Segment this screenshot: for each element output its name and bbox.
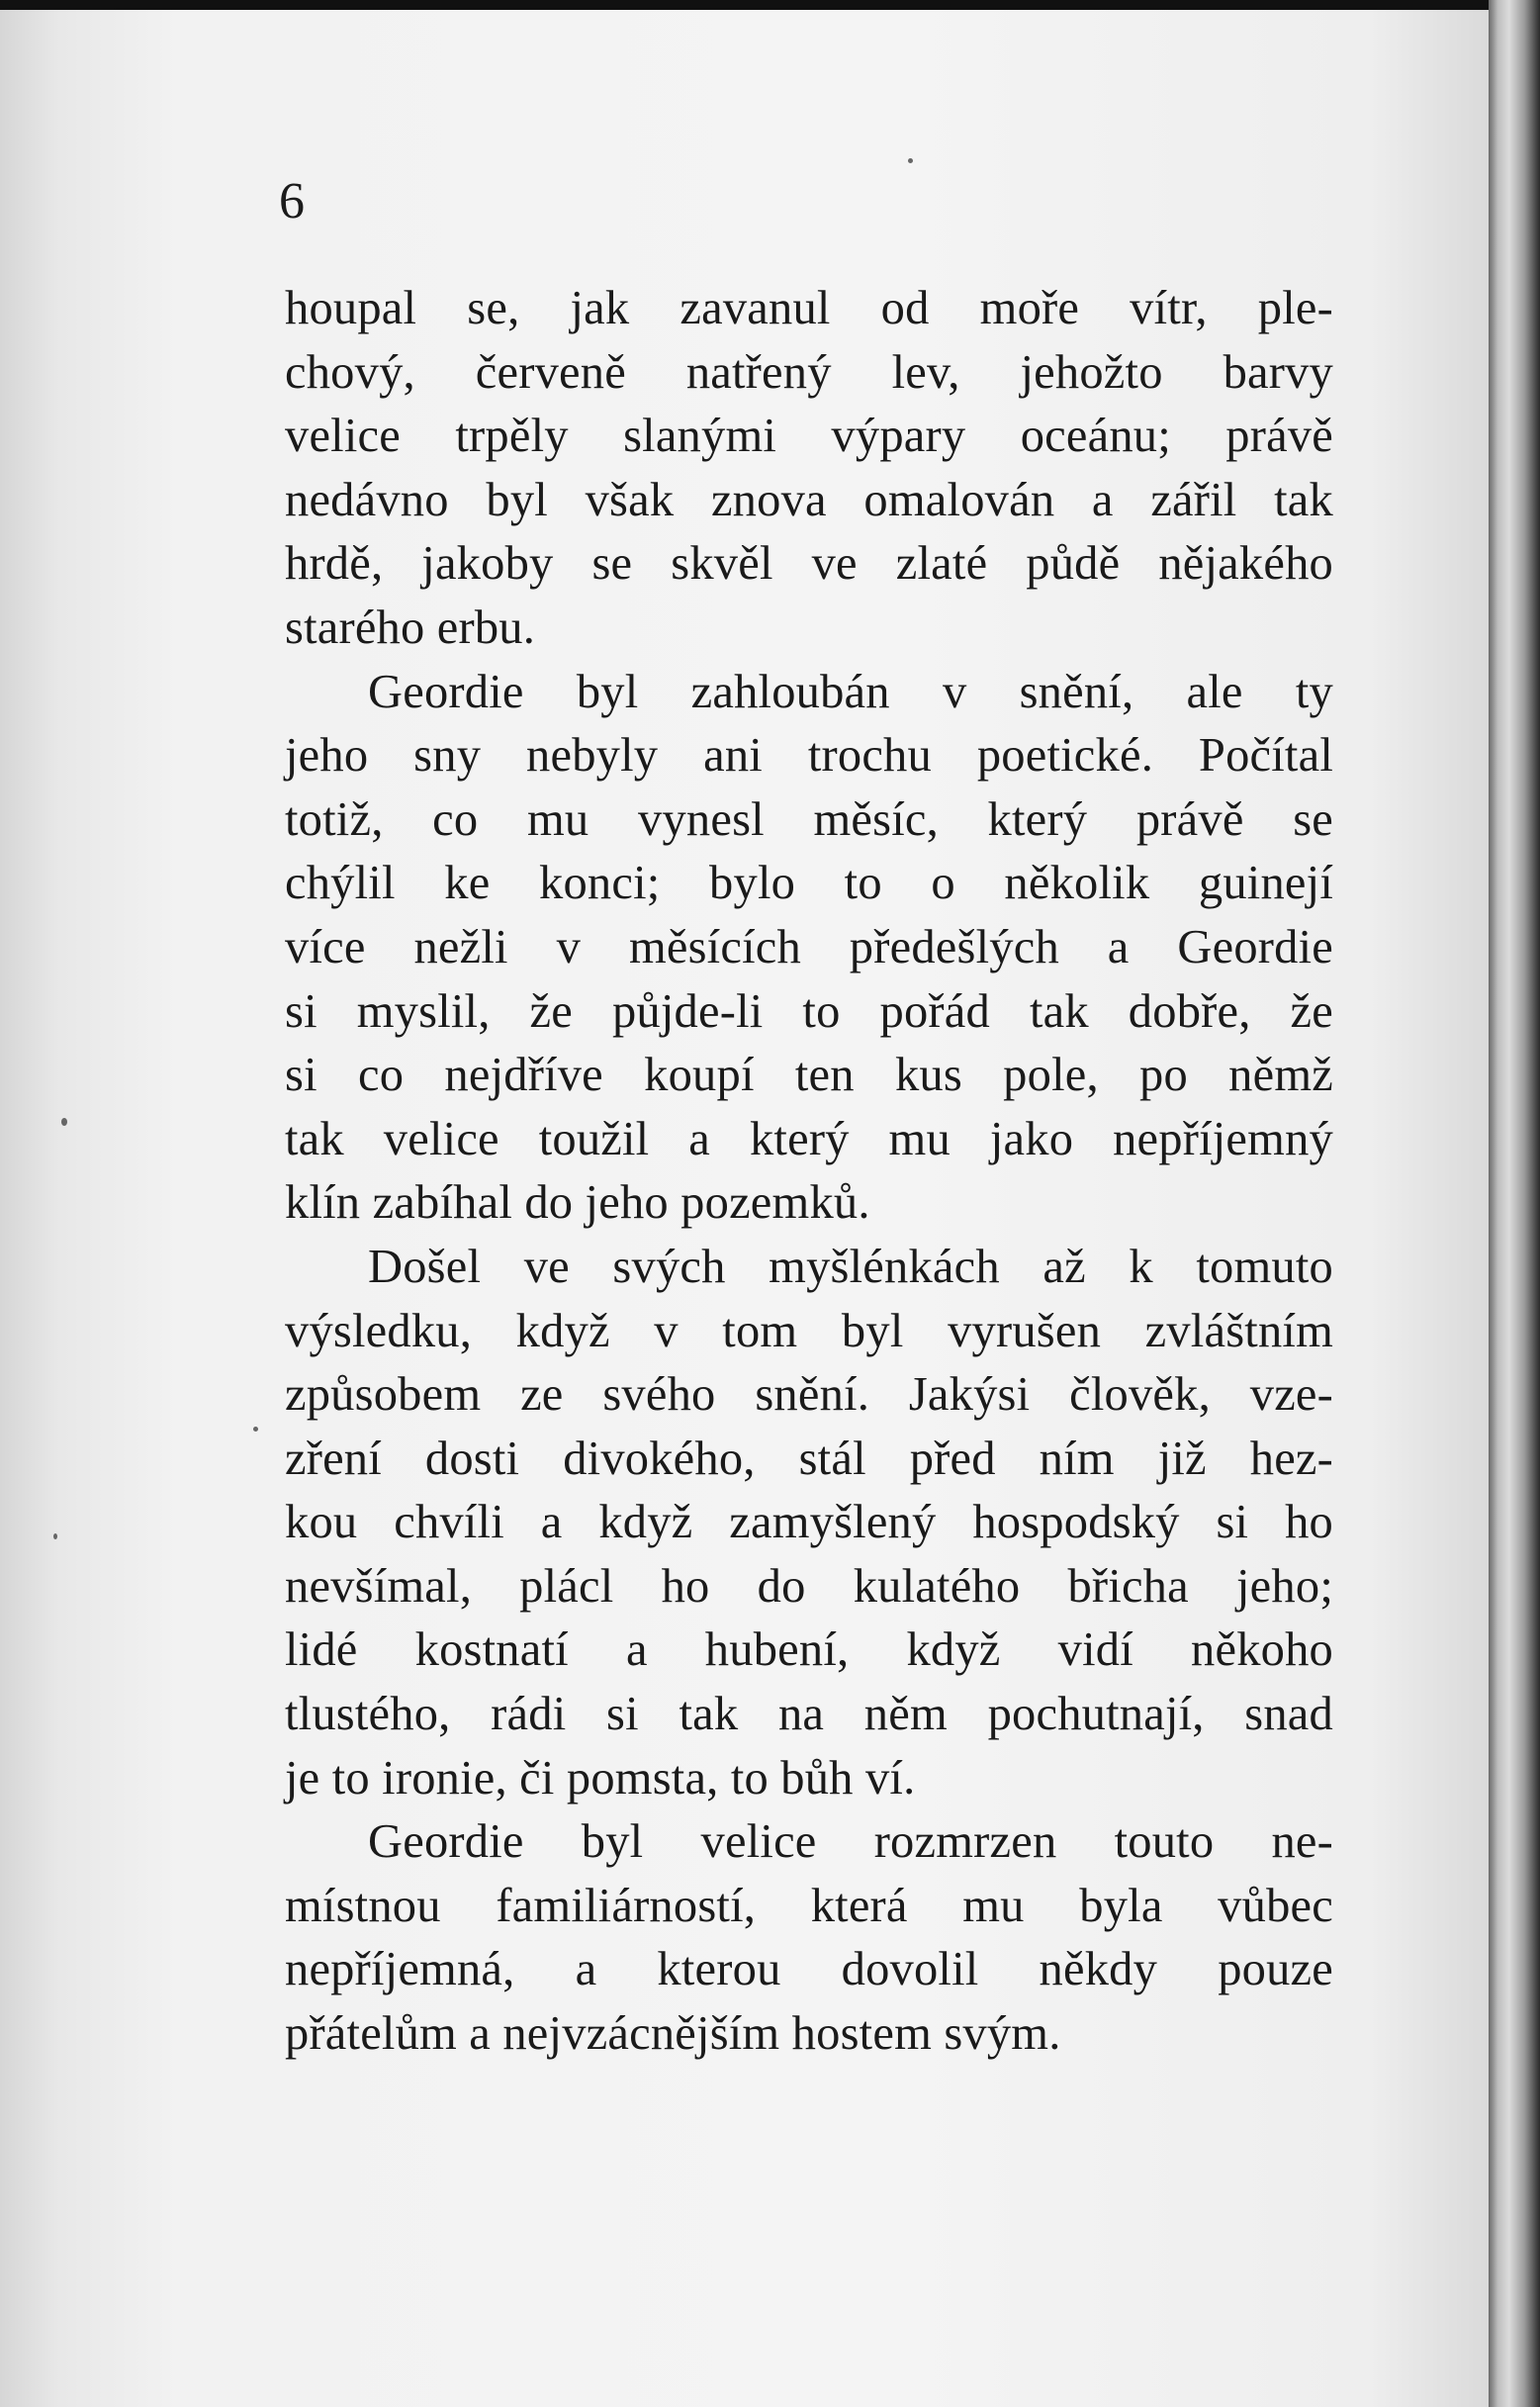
text-line: lidé kostnatí a hubení, když vidí někoho [285,1623,1333,1677]
text-line: místnou familiárností, která mu byla vůbec [285,1879,1333,1932]
text-line: houpal se, jak zavanul od moře vítr, ple- [285,282,1333,334]
text-line: si myslil, že půjde-li to pořád tak dobře, že [285,984,1333,1038]
body-text [285,277,1333,2067]
text-line: Došel ve svých myšlénkách až k tomuto [368,1240,1333,1293]
text-line: tak velice toužil a který mu jako nepříjemný [285,1112,1333,1165]
text-line: totiž, co mu vynesl měsíc, který právě se [285,792,1333,846]
scan-speck [61,1118,67,1126]
scan-speck [53,1533,57,1539]
scan-speck [253,1427,258,1432]
text-line: tlustého, rádi si tak na něm pochutnají, snad [285,1688,1333,1741]
text-line: velice trpěly slanými výpary oceánu; právě [285,410,1333,463]
text-line: způsobem ze svého snění. Jakýsi člověk, vze- [285,1368,1333,1422]
text-line: více nežli v měsících předešlých a Geordie [285,920,1333,973]
text-line: přátelům a nejvzácnějším hostem svým. [285,2007,1061,2061]
text-line: kou chvíli a když zamyšlený hospodský si ho [285,1496,1333,1549]
text-line: starého erbu. [285,601,536,654]
text-line: Geordie byl zahloubán v snění, ale ty [368,665,1333,718]
scan-speck [908,158,913,163]
page-number: 6 [279,173,305,230]
text-line: zření dosti divokého, stál před ním již hez- [285,1432,1333,1485]
text-line: jeho sny nebyly ani trochu poetické. Počítal [285,729,1333,783]
text-line: výsledku, když v tom byl vyrušen zvláštním [285,1304,1333,1357]
text-line: nedávno byl však znova omalován a zářil tak [285,473,1333,526]
book-edge [1489,0,1540,2407]
text-line: nevšímal, plácl ho do kulatého břicha jeho; [285,1559,1333,1613]
text-line: hrdě, jakoby se skvěl ve zlaté půdě nějakého [285,537,1333,591]
text-line: je to ironie, či pomsta, to bůh ví. [285,1751,916,1805]
book-page [0,10,1489,2407]
text-line: nepříjemná, a kterou dovolil někdy pouze [285,1943,1333,1996]
text-line: chový, červeně natřený lev, jehožto barvy [285,345,1333,399]
text-line: si co nejdříve koupí ten kus pole, po němž [285,1049,1333,1102]
text-line: klín zabíhal do jeho pozemků. [285,1176,870,1230]
text-line: Geordie byl velice rozmrzen touto ne- [368,1815,1333,1869]
text-line: chýlil ke konci; bylo to o několik guinejí [285,857,1333,910]
